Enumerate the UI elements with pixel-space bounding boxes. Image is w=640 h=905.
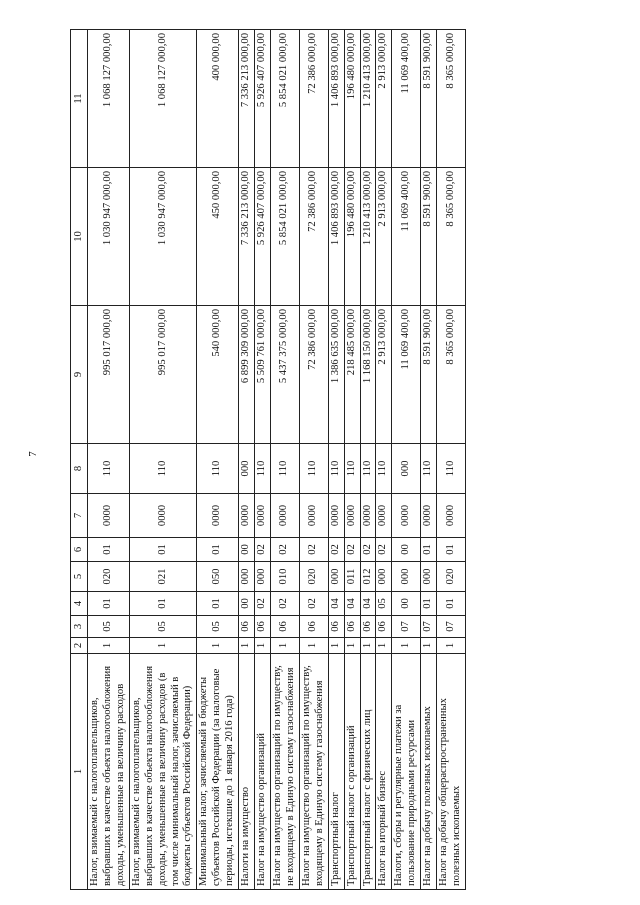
table-cell: 0000 — [197, 494, 239, 538]
table-cell: 02 — [255, 538, 271, 562]
table-cell: 5 854 021 000,00 — [270, 30, 299, 168]
table-cell: 02 — [344, 538, 360, 562]
table-cell: 020 — [299, 562, 328, 592]
table-cell: 0000 — [376, 494, 392, 538]
row-name-cell: Налог, взимаемый с налогоплательщиков, выбравших в качестве объекта налогообложения доходы, уменьшенные на величину расходов — [88, 654, 130, 890]
table-cell: 5 926 407 000,00 — [255, 30, 271, 168]
table-cell: 0000 — [88, 494, 130, 538]
table-cell: 1 — [328, 638, 344, 654]
table-cell: 72 386 000,00 — [299, 306, 328, 444]
column-header: 4 — [71, 592, 88, 616]
table-cell: 1 — [421, 638, 437, 654]
table-cell: 7 336 213 000,00 — [239, 30, 255, 168]
table-cell: 196 480 000,00 — [344, 30, 360, 168]
table-cell: 1 — [392, 638, 421, 654]
table-cell: 196 480 000,00 — [344, 168, 360, 306]
table-cell: 020 — [88, 562, 130, 592]
table-cell: 0000 — [270, 494, 299, 538]
row-name-cell: Налог, взимаемый с налогоплательщиков, выбравших в качестве объекта налогообложения доходы, уменьшенные на величину расходов (в том числе минимальный налог, зачисляемый в бюджеты субъектов Российской Федерации) — [129, 654, 197, 890]
table-cell: 2 913 000,00 — [376, 306, 392, 444]
row-name-cell: Налог на имущество организаций по имуществу, входящему в Единую систему газоснабжения — [299, 654, 328, 890]
row-name-cell: Налог на добычу общераспространенных полезных ископаемых — [437, 654, 466, 890]
table-cell: 6 899 309 000,00 — [239, 306, 255, 444]
table-cell: 1 — [344, 638, 360, 654]
table-cell: 995 017 000,00 — [129, 306, 197, 444]
row-name-cell: Налог на имущество организаций — [255, 654, 271, 890]
table-cell: 1 210 413 000,00 — [360, 168, 376, 306]
table-cell: 01 — [88, 592, 130, 616]
page-number: 7 — [26, 451, 39, 457]
row-name-cell: Транспортный налог с организаций — [344, 654, 360, 890]
table-cell: 8 365 000,00 — [437, 30, 466, 168]
table-cell: 011 — [344, 562, 360, 592]
table-cell: 02 — [299, 538, 328, 562]
table-cell: 0000 — [344, 494, 360, 538]
header-row — [71, 30, 88, 890]
row-name-cell: Транспортный налог с физических лиц — [360, 654, 376, 890]
table-cell: 8 591 900,00 — [421, 306, 437, 444]
table-cell: 0000 — [239, 494, 255, 538]
table-cell: 1 — [299, 638, 328, 654]
table-row — [437, 30, 466, 890]
table-cell: 000 — [255, 562, 271, 592]
table-cell: 01 — [197, 538, 239, 562]
table-cell: 04 — [328, 592, 344, 616]
table-cell: 1 — [376, 638, 392, 654]
table-cell: 00 — [239, 592, 255, 616]
table-cell: 110 — [360, 444, 376, 494]
table-cell: 0000 — [392, 494, 421, 538]
table-cell: 110 — [328, 444, 344, 494]
table-cell: 1 068 127 000,00 — [88, 30, 130, 168]
table-row — [197, 30, 239, 890]
table-cell: 1 — [255, 638, 271, 654]
table-cell: 000 — [328, 562, 344, 592]
table-cell: 110 — [344, 444, 360, 494]
table-cell: 02 — [360, 538, 376, 562]
column-header: 9 — [71, 306, 88, 444]
table-row — [360, 30, 376, 890]
table-cell: 110 — [88, 444, 130, 494]
table-cell: 0000 — [421, 494, 437, 538]
table-cell: 0000 — [360, 494, 376, 538]
table-cell: 021 — [129, 562, 197, 592]
table-cell: 0000 — [129, 494, 197, 538]
table-cell: 1 — [197, 638, 239, 654]
table-cell: 06 — [239, 616, 255, 638]
table-cell: 2 913 000,00 — [376, 30, 392, 168]
table-cell: 11 069 400,00 — [392, 30, 421, 168]
table-cell: 07 — [421, 616, 437, 638]
table-cell: 1 — [129, 638, 197, 654]
table-row — [328, 30, 344, 890]
table-cell: 07 — [392, 616, 421, 638]
table-cell: 2 913 000,00 — [376, 168, 392, 306]
table-row — [299, 30, 328, 890]
table-cell: 5 854 021 000,00 — [270, 168, 299, 306]
table-row — [344, 30, 360, 890]
table-cell: 000 — [421, 562, 437, 592]
table-cell: 7 336 213 000,00 — [239, 168, 255, 306]
table-cell: 01 — [437, 538, 466, 562]
table-cell: 02 — [270, 592, 299, 616]
table-cell: 000 — [239, 444, 255, 494]
table-cell: 00 — [392, 538, 421, 562]
table-cell: 1 030 947 000,00 — [129, 168, 197, 306]
table-cell: 06 — [376, 616, 392, 638]
table-row — [255, 30, 271, 890]
table-cell: 1 — [239, 638, 255, 654]
table-cell: 1 — [270, 638, 299, 654]
table-cell: 995 017 000,00 — [88, 306, 130, 444]
table-cell: 11 069 400,00 — [392, 168, 421, 306]
table-cell: 110 — [270, 444, 299, 494]
row-name-cell: Минимальный налог, зачисляемый в бюджеты субъектов Российской Федерации (за налоговые периоды, истекшие до 1 января 2016 года) — [197, 654, 239, 890]
column-header: 6 — [71, 538, 88, 562]
table-cell: 72 386 000,00 — [299, 30, 328, 168]
row-name-cell: Налог на имущество организаций по имуществу, не входящему в Единую систему газоснабжения — [270, 654, 299, 890]
table-cell: 000 — [392, 562, 421, 592]
column-header: 10 — [71, 168, 88, 306]
table-cell: 06 — [255, 616, 271, 638]
table-cell: 06 — [270, 616, 299, 638]
table-cell: 1 — [360, 638, 376, 654]
column-header: 1 — [71, 654, 88, 890]
table-cell: 04 — [344, 592, 360, 616]
table-cell: 400 000,00 — [197, 30, 239, 168]
table-cell: 0000 — [299, 494, 328, 538]
table-cell: 8 365 000,00 — [437, 306, 466, 444]
table-cell: 01 — [421, 538, 437, 562]
table-cell: 1 — [437, 638, 466, 654]
table-cell: 0000 — [437, 494, 466, 538]
table-cell: 110 — [437, 444, 466, 494]
table-cell: 110 — [376, 444, 392, 494]
column-header: 11 — [71, 30, 88, 168]
table-cell: 72 386 000,00 — [299, 168, 328, 306]
table-cell: 110 — [255, 444, 271, 494]
table-cell: 00 — [239, 538, 255, 562]
table-cell: 110 — [299, 444, 328, 494]
table-cell: 05 — [88, 616, 130, 638]
column-header: 7 — [71, 494, 88, 538]
table-cell: 450 000,00 — [197, 168, 239, 306]
table-cell: 06 — [299, 616, 328, 638]
table-cell: 540 000,00 — [197, 306, 239, 444]
table-cell: 02 — [255, 592, 271, 616]
table-cell: 1 030 947 000,00 — [88, 168, 130, 306]
table-row — [88, 30, 130, 890]
table-cell: 04 — [360, 592, 376, 616]
rotated-document — [70, 30, 612, 890]
table-cell: 07 — [437, 616, 466, 638]
table-cell: 05 — [197, 616, 239, 638]
table-cell: 110 — [129, 444, 197, 494]
column-header: 2 — [71, 638, 88, 654]
table-cell: 06 — [328, 616, 344, 638]
column-header: 5 — [71, 562, 88, 592]
table-cell: 110 — [421, 444, 437, 494]
table-cell: 00 — [392, 592, 421, 616]
table-row — [239, 30, 255, 890]
table-cell: 02 — [328, 538, 344, 562]
table-cell: 05 — [376, 592, 392, 616]
table-cell: 02 — [376, 538, 392, 562]
table-cell: 01 — [129, 592, 197, 616]
table-cell: 1 406 893 000,00 — [328, 30, 344, 168]
row-name-cell: Налог на игорный бизнес — [376, 654, 392, 890]
table-cell: 020 — [437, 562, 466, 592]
table-cell: 000 — [392, 444, 421, 494]
table-cell: 110 — [197, 444, 239, 494]
table-cell: 218 485 000,00 — [344, 306, 360, 444]
table-cell: 010 — [270, 562, 299, 592]
row-name-cell: Налоги, сборы и регулярные платежи за пользование природными ресурсами — [392, 654, 421, 890]
table-cell: 050 — [197, 562, 239, 592]
table-cell: 1 406 893 000,00 — [328, 168, 344, 306]
table-cell: 01 — [88, 538, 130, 562]
table-cell: 5 437 375 000,00 — [270, 306, 299, 444]
table-cell: 012 — [360, 562, 376, 592]
table-row — [392, 30, 421, 890]
revenue-table — [70, 29, 466, 890]
table-cell: 06 — [344, 616, 360, 638]
table-cell: 000 — [239, 562, 255, 592]
table-cell: 05 — [129, 616, 197, 638]
table-cell: 000 — [376, 562, 392, 592]
table-cell: 5 509 761 000,00 — [255, 306, 271, 444]
table-cell: 02 — [299, 592, 328, 616]
table-cell: 01 — [421, 592, 437, 616]
row-name-cell: Транспортный налог — [328, 654, 344, 890]
column-header: 8 — [71, 444, 88, 494]
table-row — [129, 30, 197, 890]
row-name-cell: Налог на добычу полезных ископаемых — [421, 654, 437, 890]
table-cell: 0000 — [255, 494, 271, 538]
table-cell: 11 069 400,00 — [392, 306, 421, 444]
table-cell: 5 926 407 000,00 — [255, 168, 271, 306]
table-cell: 8 591 900,00 — [421, 30, 437, 168]
table-cell: 1 — [88, 638, 130, 654]
table-row — [376, 30, 392, 890]
table-cell: 06 — [360, 616, 376, 638]
table-cell: 1 168 150 000,00 — [360, 306, 376, 444]
table-cell: 8 365 000,00 — [437, 168, 466, 306]
table-cell: 01 — [129, 538, 197, 562]
table-cell: 01 — [197, 592, 239, 616]
table-cell: 1 068 127 000,00 — [129, 30, 197, 168]
table-row — [270, 30, 299, 890]
table-row — [421, 30, 437, 890]
row-name-cell: Налоги на имущество — [239, 654, 255, 890]
table-cell: 1 386 635 000,00 — [328, 306, 344, 444]
column-header: 3 — [71, 616, 88, 638]
table-cell: 1 210 413 000,00 — [360, 30, 376, 168]
table-cell: 01 — [437, 592, 466, 616]
table-cell: 8 591 900,00 — [421, 168, 437, 306]
table-cell: 02 — [270, 538, 299, 562]
table-cell: 0000 — [328, 494, 344, 538]
